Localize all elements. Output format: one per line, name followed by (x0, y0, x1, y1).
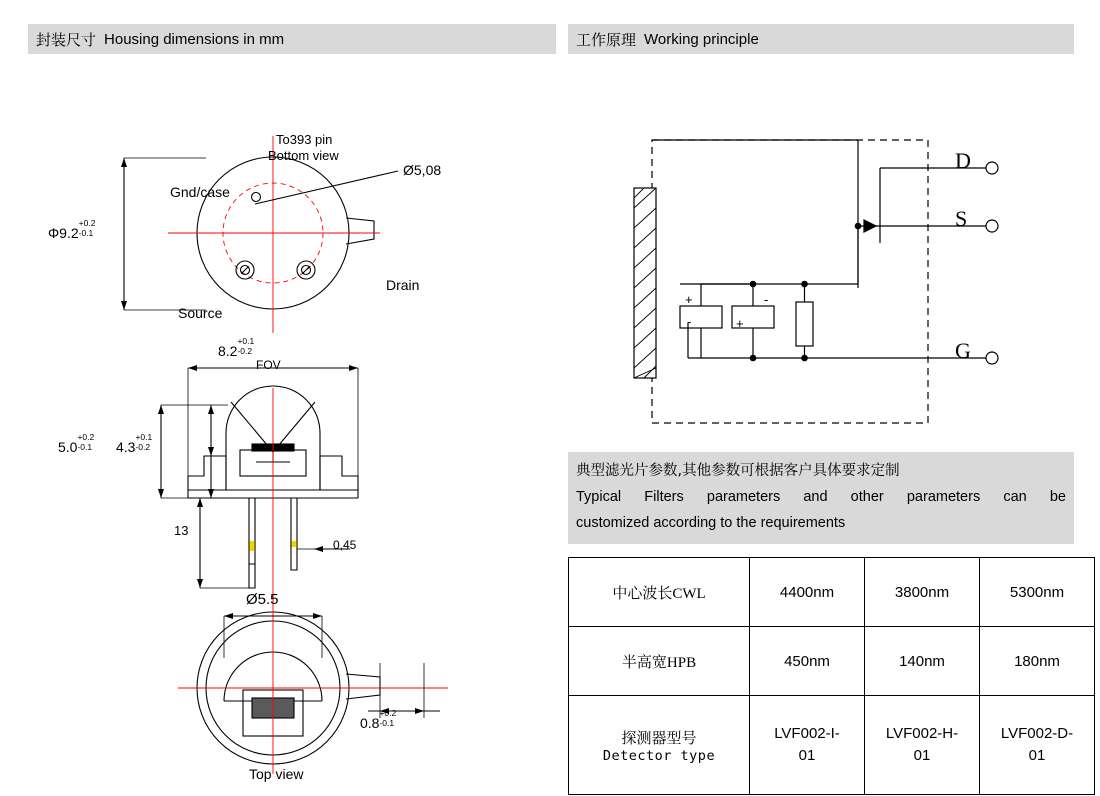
label-diameter-55: Ø5.5 (246, 591, 279, 608)
cell-detector-1-part2: 01 (798, 747, 816, 764)
cap1-plus-sign: + (685, 292, 693, 307)
width-82-value: 8.2 (218, 343, 238, 359)
diameter-92-tol-bot: -0.1 (78, 228, 94, 238)
label-top-view: Top view (249, 766, 304, 782)
terminal-label-s: S (955, 206, 968, 231)
housing-drawing-svg (28, 58, 556, 774)
width-82-tol-bot: -0.2 (237, 346, 253, 356)
cell-detector-2-part2: 01 (913, 747, 931, 764)
diameter-92-value: Φ9.2 (48, 225, 79, 241)
cell-detector-1 (750, 696, 865, 795)
height-43-value: 4.3 (116, 439, 136, 455)
cell-detector-3-part1: LVF002-D- (1000, 725, 1074, 742)
label-gnd-case: Gnd/case (170, 184, 230, 200)
row-label-hpb-en: HPB (666, 654, 697, 671)
label-diameter-508: Ø5,08 (403, 162, 442, 178)
filter-note-en-line2: customized according to the requirements (576, 515, 846, 531)
label-fov: FOV (256, 358, 281, 372)
label-source: Source (178, 305, 223, 321)
tab-08-value: 0.8 (360, 715, 380, 731)
cell-cwl-1: 4400nm (750, 558, 865, 627)
cell-cwl-2: 3800nm (865, 558, 980, 627)
label-height-43 (116, 432, 153, 455)
row-label-cwl-cn: 中心波长 (612, 583, 673, 602)
height-43-tol-top: +0.1 (135, 432, 153, 442)
filter-note-en-line1: Typical Filters parameters and other parameters can be (576, 489, 1066, 505)
table-row (569, 696, 1095, 795)
filter-parameters-table (568, 557, 1095, 795)
housing-dimensions-title-cn: 封装尺寸 (36, 30, 97, 49)
height-43-tol-bot: -0.2 (135, 442, 151, 452)
diameter-92-tol-top: +0.2 (78, 218, 96, 228)
cell-hpb-1: 450nm (750, 627, 865, 696)
cell-detector-2-part1: LVF002-H- (885, 725, 959, 742)
working-principle-title-cn: 工作原理 (576, 30, 637, 49)
label-height-50 (58, 432, 95, 455)
width-82-tol-top: +0.1 (237, 336, 255, 346)
label-to393-pin: To393 pin (276, 132, 333, 147)
cell-detector-1-part1: LVF002-I- (774, 725, 840, 742)
height-50-tol-top: +0.2 (77, 432, 95, 442)
cell-detector-2 (865, 696, 980, 795)
terminal-label-d: D (955, 148, 971, 173)
working-principle-schematic (568, 58, 1074, 458)
working-principle-header (568, 24, 1074, 54)
schematic-svg (568, 58, 1074, 458)
row-label-detector-type-cn: 探测器型号 (621, 728, 697, 747)
housing-dimensions-title-en: Housing dimensions in mm (104, 30, 285, 48)
cell-hpb-3: 180nm (980, 627, 1095, 696)
row-label-detector-type-en: Detector type (602, 747, 716, 764)
housing-dimensions-header (28, 24, 556, 54)
tab-08-tol-bot: -0.1 (379, 718, 395, 728)
cell-hpb-2: 140nm (865, 627, 980, 696)
filter-note-block (568, 452, 1074, 544)
terminal-label-g: G (955, 338, 971, 363)
cap2-plus-sign: + (736, 316, 744, 331)
row-label-cwl (569, 558, 750, 627)
cap1-minus-sign: - (687, 314, 692, 329)
cell-cwl-3: 5300nm (980, 558, 1095, 627)
filter-note-cn: 典型滤光片参数,其他参数可根据客户具体要求定制 (576, 463, 900, 479)
housing-dimensions-panel (28, 24, 556, 782)
label-width-82 (218, 336, 255, 359)
row-label-cwl-en: CWL (672, 585, 706, 602)
label-drain: Drain (386, 277, 420, 293)
housing-dimensions-drawing (28, 58, 556, 782)
height-50-tol-bot: -0.1 (77, 442, 93, 452)
label-pin-width-045: 0,45 (333, 538, 357, 552)
table-row (569, 558, 1095, 627)
row-label-hpb-cn: 半高宽 (621, 652, 667, 671)
working-principle-title-en: Working principle (644, 30, 759, 48)
height-50-value: 5.0 (58, 439, 78, 455)
cell-detector-3 (980, 696, 1095, 795)
label-bottom-view: Bottom view (268, 148, 339, 163)
row-label-detector-type (569, 696, 750, 795)
cell-detector-3-part2: 01 (1028, 747, 1046, 764)
row-label-hpb (569, 627, 750, 696)
label-pin-length-13: 13 (174, 523, 189, 538)
label-tab-08 (360, 708, 397, 731)
table-row (569, 627, 1095, 696)
cap2-minus-sign: - (764, 292, 769, 307)
tab-08-tol-top: +0.2 (379, 708, 397, 718)
label-diameter-92 (48, 218, 97, 241)
